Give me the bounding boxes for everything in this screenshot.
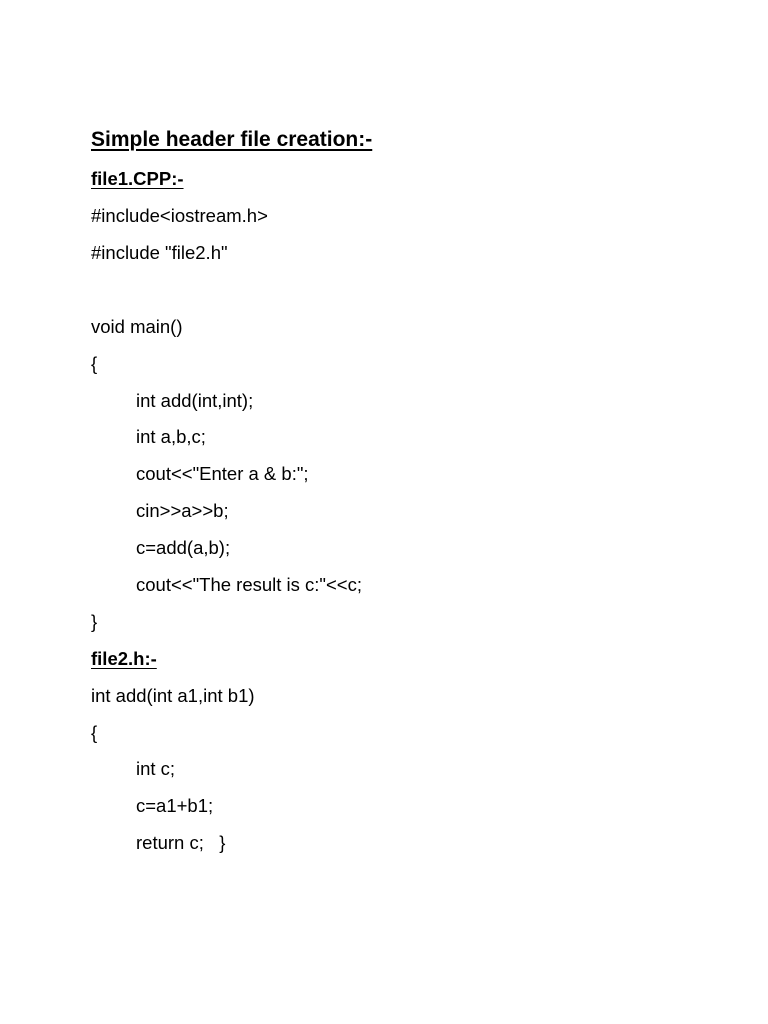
code-line-call-add: c=add(a,b); [136, 537, 231, 558]
code-line-close-brace: } [91, 611, 98, 632]
code-line-return: return c; } [136, 832, 226, 853]
code-line-cout-prompt: cout<<"Enter a & b:"; [136, 463, 309, 484]
file1-heading: file1.CPP:- [91, 168, 184, 189]
code-line-int-c: int c; [136, 758, 176, 779]
code-line-sum: c=a1+b1; [136, 795, 214, 816]
code-line-void-main: void main() [91, 316, 183, 337]
file2-heading: file2.h:- [91, 648, 157, 669]
code-line-add-definition: int add(int a1,int b1) [91, 685, 255, 706]
document-title: Simple header file creation:- [91, 128, 373, 151]
code-line-include-file2: #include "file2.h" [91, 242, 228, 263]
code-line-include-iostream: #include<iostream.h> [91, 205, 268, 226]
code-line-cin: cin>>a>>b; [136, 500, 229, 521]
code-line-add-prototype: int add(int,int); [136, 390, 254, 411]
code-line-cout-result: cout<<"The result is c:"<<c; [136, 574, 362, 595]
code-line-open-brace-2: { [91, 722, 98, 743]
code-line-declare-vars: int a,b,c; [136, 426, 206, 447]
code-line-open-brace: { [91, 353, 98, 374]
